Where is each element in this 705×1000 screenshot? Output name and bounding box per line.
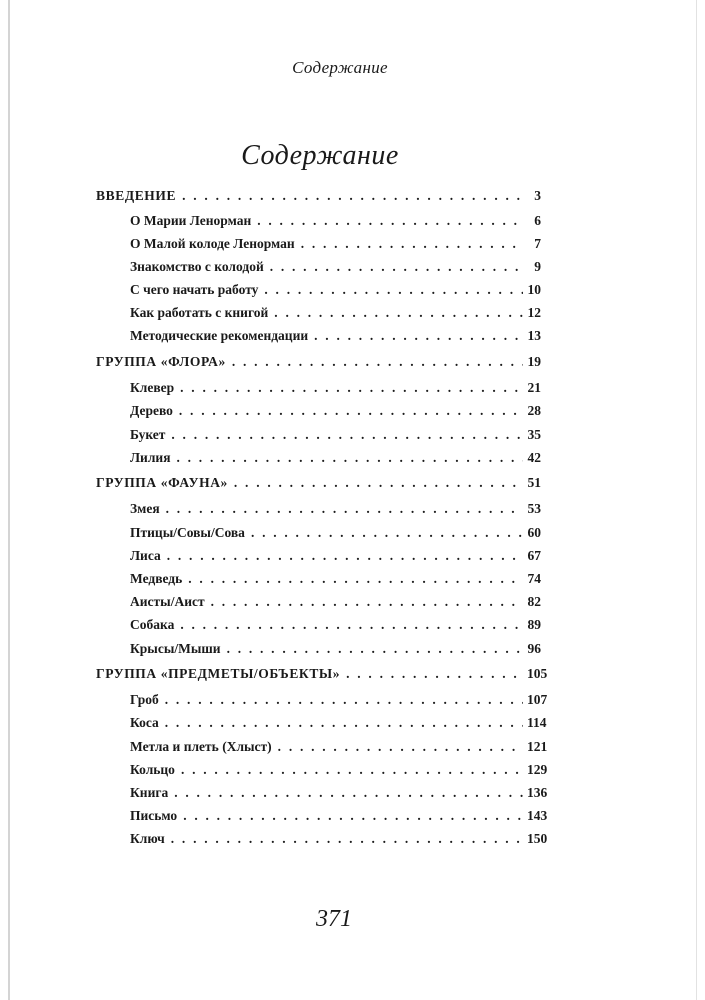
toc-entry-title: О Марии Ленорман — [130, 212, 252, 228]
toc-entry-title: Ключ — [130, 831, 165, 847]
toc-page-number: 35 — [527, 426, 541, 442]
toc-entry-row — [96, 446, 541, 469]
toc-page-number: 51 — [527, 474, 541, 490]
toc-dot-leader — [171, 827, 523, 850]
toc-dot-leader — [167, 544, 523, 567]
toc-entry-title: Аисты/Аист — [130, 594, 205, 610]
toc-dot-leader — [165, 688, 523, 711]
toc-entry-title: Как работать с книгой — [130, 305, 269, 321]
toc-entry-title: Метла и плеть (Хлыст) — [130, 738, 272, 754]
toc-entry-row — [96, 711, 547, 734]
toc-dot-leader — [174, 781, 523, 804]
toc-page-number: 105 — [527, 665, 548, 681]
toc-page-number: 13 — [527, 328, 541, 344]
toc-entry-row — [96, 423, 541, 446]
toc-dot-leader — [234, 471, 523, 496]
toc-page-number: 28 — [527, 403, 541, 419]
toc-dot-leader — [301, 232, 523, 255]
toc-entry-row — [96, 399, 541, 422]
toc-entry-title: С чего начать работу — [130, 282, 259, 298]
toc-dot-leader — [183, 804, 523, 827]
toc-entry-title: Коса — [130, 715, 159, 731]
toc-dot-leader — [232, 350, 523, 375]
toc-dot-leader — [166, 497, 523, 520]
toc-dot-leader — [171, 423, 523, 446]
toc-dot-leader — [180, 613, 523, 636]
toc-dot-leader — [274, 301, 523, 324]
running-head: Содержание — [292, 58, 388, 77]
toc-entry-title: Лилия — [130, 449, 171, 465]
toc-entry-title: Методические рекомендации — [130, 328, 309, 344]
toc-entry-title: Гроб — [130, 692, 159, 708]
toc-page-number: 136 — [527, 784, 548, 800]
page-number: 371 — [316, 906, 352, 932]
toc-dot-leader — [264, 278, 523, 301]
toc-dot-leader — [346, 662, 523, 687]
toc-entry-title: Клевер — [130, 380, 175, 396]
toc-section-row — [96, 184, 541, 209]
toc-entry-title: О Малой колоде Ленорман — [130, 235, 295, 251]
toc-entry-row — [96, 590, 541, 613]
toc-entry-row — [96, 521, 541, 544]
toc-entry-row — [96, 232, 541, 255]
toc-page-number: 129 — [527, 761, 548, 777]
toc-page-number: 42 — [527, 449, 541, 465]
toc-dot-leader — [251, 521, 523, 544]
toc-entry-title: Кольцо — [130, 761, 175, 777]
toc-entry-row — [96, 688, 548, 711]
toc-entry-row — [96, 827, 548, 850]
toc-page-number: 19 — [527, 353, 541, 369]
toc-entry-title: Собака — [130, 617, 175, 633]
toc-page-number: 21 — [527, 380, 541, 396]
toc-entry-row — [96, 497, 541, 520]
toc-entry-row — [96, 735, 548, 758]
table-of-contents — [96, 184, 548, 851]
toc-entry-row — [96, 209, 541, 232]
toc-entry-row — [96, 255, 541, 278]
toc-entry-row — [96, 324, 541, 347]
toc-page-number: 74 — [527, 570, 541, 586]
toc-section-row — [96, 350, 541, 375]
toc-section-row — [96, 471, 541, 496]
toc-page-number: 121 — [527, 738, 548, 754]
toc-dot-leader — [180, 376, 523, 399]
toc-page-number: 89 — [527, 617, 541, 633]
toc-page-number: 67 — [527, 547, 541, 563]
toc-page-number: 114 — [527, 715, 547, 731]
toc-entry-row — [96, 613, 541, 636]
toc-entry-title: Лиса — [130, 547, 161, 563]
toc-page-number: 53 — [527, 501, 541, 517]
toc-title: Содержание — [241, 140, 399, 171]
toc-entry-row — [96, 376, 541, 399]
toc-dot-leader — [211, 590, 523, 613]
toc-dot-leader — [278, 735, 523, 758]
toc-dot-leader — [270, 255, 523, 278]
toc-entry-title: Змея — [130, 501, 160, 517]
toc-page-number: 12 — [527, 305, 541, 321]
toc-dot-leader — [179, 399, 523, 422]
toc-section-row — [96, 662, 548, 687]
toc-page-number: 6 — [534, 212, 541, 228]
toc-page-number: 150 — [527, 831, 548, 847]
toc-entry-title: Птицы/Совы/Сова — [130, 524, 245, 540]
toc-entry-title: Крысы/Мыши — [130, 640, 221, 656]
toc-page-number: 96 — [527, 640, 541, 656]
toc-section-title: ГРУППА «ФЛОРА» — [96, 353, 226, 369]
toc-entry-title: Дерево — [130, 403, 173, 419]
toc-page-number: 3 — [534, 188, 541, 203]
toc-section-title: ГРУППА «ПРЕДМЕТЫ/ОБЪЕКТЫ» — [96, 665, 341, 681]
toc-entry-title: Медведь — [130, 570, 183, 586]
toc-entry-row — [96, 544, 541, 567]
toc-page-number: 7 — [534, 235, 541, 251]
toc-entry-title: Книга — [130, 784, 169, 800]
toc-page-number: 143 — [527, 808, 548, 824]
toc-dot-leader — [188, 567, 523, 590]
toc-dot-leader — [182, 184, 523, 209]
toc-entry-row — [96, 301, 541, 324]
toc-page-number: 107 — [527, 692, 548, 708]
toc-section-title: ВВЕДЕНИЕ — [96, 188, 177, 203]
toc-dot-leader — [257, 209, 523, 232]
toc-entry-row — [96, 804, 548, 827]
toc-entry-row — [96, 758, 548, 781]
toc-page-number: 9 — [534, 258, 541, 274]
toc-entry-row — [96, 637, 541, 660]
toc-page-number: 82 — [527, 594, 541, 610]
toc-section-title: ГРУППА «ФАУНА» — [96, 474, 228, 490]
page-edge-right — [696, 0, 697, 1000]
toc-dot-leader — [314, 324, 523, 347]
toc-dot-leader — [165, 711, 523, 734]
toc-entry-title: Знакомство с колодой — [130, 258, 264, 274]
toc-dot-leader — [177, 446, 524, 469]
toc-page-number: 60 — [527, 524, 541, 540]
toc-entry-title: Письмо — [130, 808, 178, 824]
toc-dot-leader — [181, 758, 523, 781]
toc-entry-row — [96, 278, 541, 301]
toc-page-number: 10 — [527, 282, 541, 298]
toc-dot-leader — [227, 637, 523, 660]
toc-entry-row — [96, 781, 548, 804]
toc-entry-title: Букет — [130, 426, 166, 442]
toc-entry-row — [96, 567, 541, 590]
